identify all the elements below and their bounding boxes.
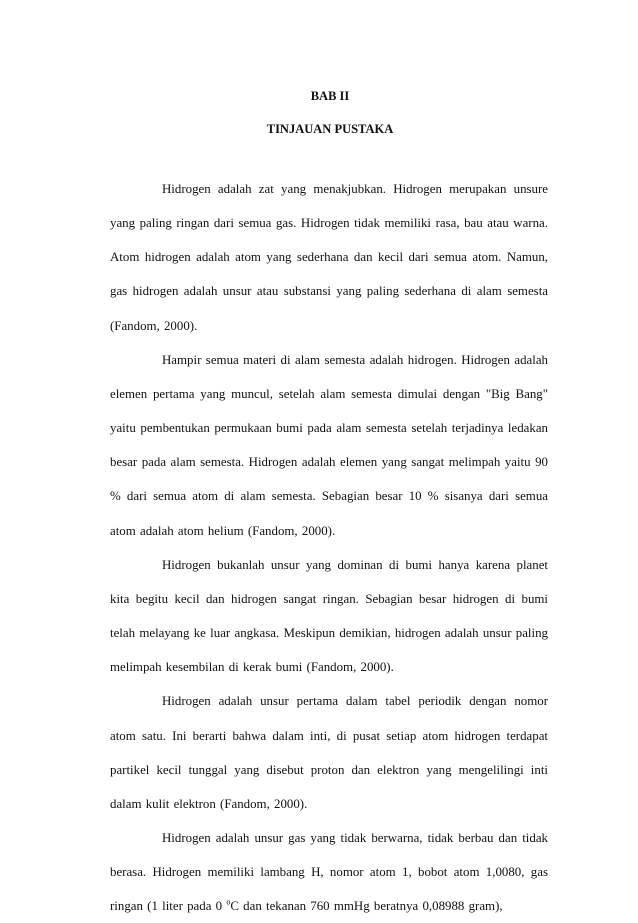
chapter-title: TINJAUAN PUSTAKA — [266, 122, 394, 136]
body-text — [110, 172, 548, 923]
paragraph-5 — [110, 821, 548, 923]
paragraph-1: Hidrogen adalah zat yang menakjubkan. Hidrogen merupakan unsure yang paling ringan dari semua gas. Hidrogen tidak memiliki rasa, bau atau warna. Atom hidrogen adalah atom yang sederhana dan kecil dari semua atom. Namun, gas hidrogen adalah unsur atau substansi yang paling sederhana di alam semesta (Fandom, 2000). — [110, 182, 548, 333]
paragraph-5-text-start: Hidrogen adalah unsur gas yang tidak berwarna, tidak berbau dan tidak berasa. Hidrogen memiliki lambang H, nomor atom 1, bobot atom 1,0080, gas ringan (1 liter pada 0 — [110, 830, 548, 914]
paragraph-3: Hidrogen bukanlah unsur yang dominan di bumi hanya karena planet kita begitu kecil dan hidrogen sangat ringan. Sebagian besar hidrogen di bumi telah melayang ke luar angkasa. Meskipun demikian, hidrogen adalah unsur paling melimpah kesembilan di kerak bumi (Fandom, 2000). — [110, 557, 548, 675]
paragraph-5-text-end: C dan tekanan 760 mmHg beratnya 0,08988 gram), — [230, 899, 503, 914]
paragraph-2: Hampir semua materi di alam semesta adalah hidrogen. Hidrogen adalah elemen pertama yang muncul, setelah alam semesta dimulai dengan "Big Bang" yaitu pembentukan permukaan bumi pada alam semesta setelah terjadinya ledakan besar pada alam semesta. Hidrogen adalah elemen yang sangat melimpah yaitu 90 % dari semua atom di alam semesta. Sebagian besar 10 % sisanya dari semua atom adalah atom helium (Fandom, 2000). — [110, 352, 548, 538]
degree-superscript: o — [226, 897, 231, 907]
chapter-number: BAB II — [310, 89, 350, 103]
paragraph-4: Hidrogen adalah unsur pertama dalam tabel periodik dengan nomor atom satu. Ini berarti bahwa dalam inti, di pusat setiap atom hidrogen terdapat partikel kecil tunggal yang disebut proton dan elektron yang mengelilingi inti dalam kulit elektron (Fandom, 2000). — [110, 694, 548, 811]
